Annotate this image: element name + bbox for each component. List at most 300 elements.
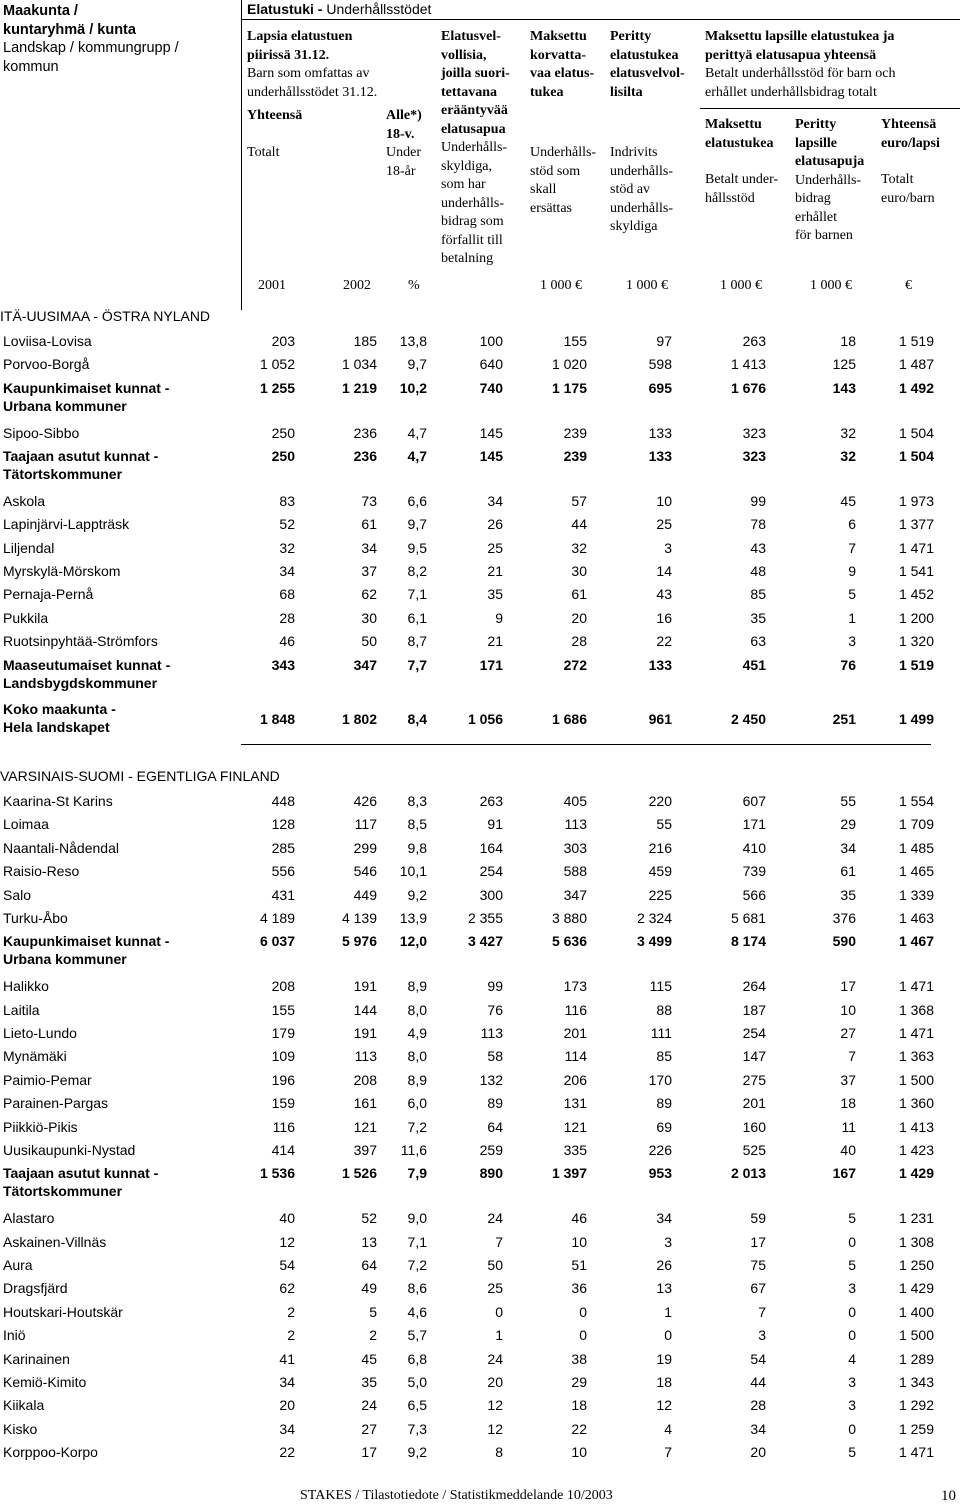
cell-value: 1 487 [898,356,934,373]
group-collected-header [795,116,864,246]
cell-value: 85 [656,1048,672,1065]
cell-value: 10 [571,1233,587,1250]
cell-value: 525 [742,1142,766,1158]
cell-value: 208 [353,1071,377,1088]
row-label [3,1164,158,1200]
row-label [3,1118,78,1136]
cell-value: 34 [487,492,503,509]
table-row [0,1350,960,1373]
debtors-sv-2: skyldiga, [441,158,492,174]
table-row [0,1326,960,1349]
children-sv-2: underhållsstödet 31.12. [247,84,378,100]
cell-value: 5 [848,1210,856,1227]
row-label [3,447,158,483]
cell-value: 1 471 [898,978,934,995]
cell-value: 19 [656,1350,672,1367]
cell-value: 598 [648,356,672,373]
row-label [3,909,68,927]
cell-value: 1 554 [898,793,934,809]
cell-value: 740 [479,379,503,396]
cell-value: 300 [479,886,503,903]
debtors-sv-4: underhålls- [441,195,504,211]
row-label-line: Landsbygdskommuner [3,674,158,691]
cell-value: 88 [656,1001,672,1018]
cell-value: 27 [840,1025,856,1041]
cell-value: 10 [571,1444,587,1461]
children-header [247,28,377,102]
table-row [0,886,960,909]
unit-2002: 2002 [343,278,371,293]
cell-value: 55 [840,793,856,809]
cell-value: 203 [271,333,295,349]
cell-value: 73 [361,492,377,509]
collected-header [610,28,685,102]
row-label [3,1141,135,1159]
cell-value: 8,0 [407,1001,427,1018]
cell-value: 9,7 [407,516,427,533]
cell-value: 607 [742,793,766,809]
cell-value: 121 [563,1118,587,1135]
cell-value: 10,2 [399,379,427,396]
cell-value: 61 [571,586,587,603]
children-sv-1: Barn som omfattas av [247,66,370,81]
row-label-line: Taajaan asutut kunnat - [3,448,159,464]
cell-value: 41 [279,1350,295,1367]
cell-value: 22 [571,1420,587,1437]
paid-fi-3: vaa elatus- [530,66,595,81]
cell-value: 28 [750,1397,766,1414]
cell-value: 113 [354,1048,377,1065]
cell-value: 1 519 [898,656,934,673]
row-label-line: Kaupunkimaiset kunnat - [3,379,170,396]
cell-value: 2 [287,1327,295,1344]
cell-value: 26 [656,1257,672,1273]
cell-value: 51 [571,1257,587,1273]
cell-value: 35 [361,1374,377,1390]
collected-sv-4: underhålls- [610,200,673,216]
cell-value: 206 [563,1071,587,1088]
cell-value: 76 [840,656,856,673]
cell-value: 3 [758,1327,766,1344]
cell-value: 34 [361,539,377,556]
cell-value: 12,0 [399,933,427,950]
cell-value: 13,9 [399,910,427,926]
row-label-line: Lieto-Lundo [3,1025,77,1041]
cell-value: 9,8 [407,839,427,856]
collected-fi-2: elatustukea [610,47,679,63]
cell-value: 155 [271,1001,295,1018]
cell-value: 121 [353,1118,377,1135]
g-coll-sv-2: bidrag [795,191,831,206]
row-label-line: Porvoo-Borgå [3,356,90,373]
table-row [0,1024,960,1047]
paid-sv-1: Underhålls- [530,145,597,160]
cell-value: 58 [487,1048,503,1065]
cell-value: 201 [742,1095,766,1112]
cell-value: 1 339 [898,886,934,903]
cell-value: 8,2 [407,563,427,579]
main-title-sv: Underhållsstödet [326,1,432,17]
cell-value: 8 174 [730,933,766,950]
paid-sv-2: stöd som [530,163,581,179]
cell-value: 32 [840,448,856,464]
cell-value: 173 [563,978,587,995]
cell-value: 1 020 [551,356,587,373]
cell-value: 10 [656,492,672,509]
cell-value: 12 [487,1397,503,1414]
cell-value: 2 [369,1327,377,1344]
section-title: VARSINAIS-SUOMI - EGENTLIGA FINLAND [0,768,280,784]
cell-value: 171 [479,656,503,673]
cell-value: 1 519 [898,333,934,349]
row-label [3,355,89,373]
cell-value: 1 465 [898,863,934,880]
row-label-line: Kemiö-Kimito [3,1374,87,1390]
cell-value: 225 [648,886,672,903]
cell-value: 187 [742,1001,766,1018]
cell-value: 2 013 [730,1165,766,1182]
cell-value: 113 [480,1025,503,1041]
cell-value: 323 [742,448,766,464]
cell-value: 4,7 [407,448,427,464]
collected-fi-4: lisilta [610,84,643,100]
cell-value: 275 [742,1071,766,1088]
table-row [0,332,960,355]
cell-value: 50 [361,633,377,650]
cell-value: 64 [361,1257,377,1273]
cell-value: 1 536 [259,1165,295,1182]
table-row [0,1118,960,1141]
cell-value: 89 [487,1095,503,1112]
cell-value: 28 [279,609,295,626]
cell-value: 7,2 [407,1118,427,1135]
cell-value: 13 [361,1233,377,1250]
cell-value: 44 [571,516,587,533]
row-label-line: Hela landskapet [3,719,110,736]
row-label [3,424,79,442]
cell-value: 1 471 [898,539,934,556]
paid-fi-1: Maksettu [530,29,587,44]
cell-value: 61 [361,516,377,533]
cell-value: 128 [271,816,295,833]
cell-value: 220 [648,793,672,809]
row-label-line: Koko maakunta - [3,701,116,718]
row-label [3,492,45,510]
row-label [3,609,48,627]
cell-value: 18 [571,1397,587,1414]
cell-value: 0 [495,1303,503,1320]
debtors-fi-6: elatusapua [441,121,506,137]
row-label-line: Salo [3,886,32,903]
cell-value: 145 [479,448,503,464]
row-label-line: Tätortskommuner [3,1183,123,1200]
cell-value: 890 [479,1165,503,1182]
table-row [0,1279,960,1302]
cell-value: 546 [353,863,377,880]
cell-value: 1 368 [898,1001,934,1018]
cell-value: 24 [487,1350,503,1367]
row-label-line: Kaupunkimaiset kunnat - [3,933,170,950]
cell-value: 7,1 [407,1233,427,1250]
cell-value: 116 [272,1118,295,1135]
cell-value: 410 [742,839,766,856]
cell-value: 335 [563,1142,587,1158]
cell-value: 69 [656,1118,672,1135]
unit-2001: 2001 [258,278,286,293]
cell-value: 1 413 [730,356,766,373]
row-label-line: Pernaja-Pernå [3,586,94,603]
group-header [705,28,896,102]
cell-value: 3 [848,1374,856,1390]
table-row [0,1001,960,1024]
table-row [0,424,960,447]
row-label [3,932,169,968]
cell-value: 67 [750,1280,766,1297]
cell-value: 132 [479,1071,503,1088]
cell-value: 272 [563,656,587,673]
cell-value: 62 [361,586,377,603]
row-label [3,1303,123,1321]
cell-value: 179 [271,1025,295,1041]
cell-value: 161 [353,1095,377,1112]
cell-value: 48 [750,563,766,579]
cell-value: 1 289 [898,1350,934,1367]
table-row [0,447,960,492]
cell-value: 11,6 [400,1142,427,1158]
g-coll-fi-3: elatusapuja [795,154,865,169]
cell-value: 35 [487,586,503,603]
collected-fi-1: Peritty [610,29,652,44]
cell-value: 167 [832,1165,856,1182]
cell-value: 8,6 [407,1280,427,1297]
cell-value: 133 [648,656,672,673]
cell-value: 5 636 [551,933,587,950]
g-coll-fi-1: Peritty [795,117,837,132]
cell-value: 566 [742,886,766,903]
debtors-sv-5: bidrag som [441,214,504,229]
cell-value: 0 [664,1327,672,1344]
row-label-line: Askola [3,492,46,509]
cell-value: 1 471 [898,1444,934,1461]
cell-value: 20 [571,609,587,626]
cell-value: 1 052 [259,356,295,373]
cell-value: 5 976 [341,933,377,950]
cell-value: 24 [487,1210,503,1227]
row-label-line: Alastaro [3,1210,55,1227]
cell-value: 4 139 [341,910,377,926]
row-label-line: Iniö [3,1327,26,1344]
collected-sv-1: Indrivits [610,145,658,160]
cell-value: 250 [271,448,295,464]
group-fi-1: Maksettu lapsille elatustukea ja [705,29,895,44]
row-label-line: Urbana kommuner [3,951,127,968]
table-row [0,1443,960,1466]
cell-value: 54 [279,1257,295,1273]
cell-value: 20 [487,1374,503,1390]
under18-header [386,107,422,181]
cell-value: 1 219 [341,379,377,396]
row-label [3,539,54,557]
row-label-line: Karinainen [3,1350,70,1367]
cell-value: 4 [848,1350,856,1367]
table-row [0,632,960,655]
cell-value: 25 [656,516,672,533]
cell-value: 3 [664,539,672,556]
cell-value: 44 [750,1374,766,1390]
cell-value: 40 [840,1142,856,1158]
cell-value: 9 [848,563,856,579]
cell-value: 6,6 [407,492,427,509]
cell-value: 397 [353,1142,377,1158]
cell-value: 0 [579,1327,587,1344]
row-label [3,815,49,833]
cell-value: 1 452 [898,586,934,603]
cell-value: 3 [664,1233,672,1250]
g-coll-sv-1: Underhålls- [795,172,862,188]
table-row [0,1141,960,1164]
cell-value: 8,3 [407,793,427,809]
table-row [0,1233,960,1256]
cell-value: 8,9 [407,1071,427,1088]
row-label-line: Aura [3,1257,33,1273]
cell-value: 1 056 [467,711,503,728]
cell-value: 116 [564,1001,587,1018]
row-label-line: Raisio-Reso [3,863,80,880]
unit-group-collected: 1 000 € [810,278,852,293]
cell-value: 451 [742,656,766,673]
row-label [3,1373,86,1391]
cell-value: 1 250 [898,1257,934,1273]
debtors-sv-1: Underhålls- [441,140,508,155]
cell-value: 259 [479,1142,503,1158]
table-row [0,815,960,838]
cell-value: 254 [742,1025,766,1041]
cell-value: 2 [287,1303,295,1320]
table-row [0,839,960,862]
cell-value: 34 [656,1210,672,1227]
cell-value: 5 681 [730,910,766,926]
total-underline [241,744,931,745]
cell-value: 171 [742,816,766,833]
cell-value: 1 320 [898,633,934,650]
row-label-line: Mynämäki [3,1048,67,1065]
table-row [0,1047,960,1070]
cell-value: 1 [495,1327,503,1344]
group-paid-header [705,116,778,208]
cell-value: 109 [271,1048,295,1065]
cell-value: 1 463 [898,910,934,926]
cell-value: 4,6 [407,1303,427,1320]
g-paid-fi-1: Maksettu [705,117,762,132]
cell-value: 133 [648,448,672,464]
cell-value: 285 [271,839,295,856]
cell-value: 239 [563,424,587,441]
cell-value: 5 [369,1303,377,1320]
cell-value: 113 [564,816,587,833]
cell-value: 17 [750,1233,766,1250]
row-label [3,1420,37,1438]
cell-value: 2 324 [636,910,672,926]
unit-euro: € [905,278,912,293]
cell-value: 46 [279,633,295,650]
cell-value: 303 [563,839,587,856]
cell-value: 4 [664,1420,672,1437]
cell-value: 556 [271,863,295,880]
cell-value: 114 [564,1048,587,1065]
g-coll-sv-3: erhållet [795,209,837,225]
cell-value: 21 [487,563,503,579]
cell-value: 0 [579,1303,587,1320]
cell-value: 144 [353,1001,377,1018]
cell-value: 1 231 [898,1210,934,1227]
cell-value: 32 [279,539,295,556]
cell-value: 216 [648,839,672,856]
table-row [0,539,960,562]
cell-value: 20 [279,1397,295,1414]
table-row [0,862,960,885]
debtors-fi-1: Elatusvel- [441,29,501,44]
cell-value: 7 [848,1048,856,1065]
row-label-line: Houtskari-Houtskär [3,1303,123,1320]
cell-value: 1 397 [551,1165,587,1182]
row-label [3,1209,54,1227]
cell-value: 1 423 [898,1142,934,1158]
table-row [0,1303,960,1326]
cell-value: 1 504 [898,424,934,441]
g-paid-sv-1: Betalt under- [705,172,779,187]
cell-value: 1 292 [898,1397,934,1414]
cell-value: 431 [271,886,295,903]
cell-value: 0 [848,1327,856,1344]
cell-value: 7 [758,1303,766,1320]
cell-value: 8 [495,1444,503,1461]
cell-value: 1 400 [898,1303,934,1320]
table-row [0,1396,960,1419]
main-title-fi: Elatustuki - [247,1,327,17]
row-label-line: Askainen-Villnäs [3,1233,107,1250]
cell-value: 1 526 [341,1165,377,1182]
cell-value: 52 [279,516,295,533]
row-label-line: Korppoo-Korpo [3,1444,98,1461]
cell-value: 147 [742,1048,766,1065]
cell-value: 34 [279,563,295,579]
cell-value: 14 [656,563,672,579]
cell-value: 8,4 [407,711,427,728]
group-fi-2: perittyä elatusapua yhteensä [705,47,877,63]
cell-value: 7,2 [407,1257,427,1273]
unit-collected: 1 000 € [626,278,668,293]
cell-value: 376 [832,910,856,926]
row-label [3,839,119,857]
cell-value: 25 [487,539,503,556]
cell-value: 12 [656,1397,672,1414]
cell-value: 191 [353,1025,377,1041]
row-label [3,1047,67,1065]
cell-value: 263 [479,793,503,809]
cell-value: 22 [656,633,672,650]
unit-group-paid: 1 000 € [720,278,762,293]
cell-value: 9 [495,609,503,626]
row-label [3,792,113,810]
table-row [0,355,960,378]
cell-value: 7 [495,1233,503,1250]
cell-value: 2 355 [467,910,503,926]
cell-value: 347 [563,886,587,903]
header-divider [241,0,242,310]
cell-value: 263 [742,333,766,349]
cell-value: 1 255 [259,379,295,396]
cell-value: 590 [832,933,856,950]
